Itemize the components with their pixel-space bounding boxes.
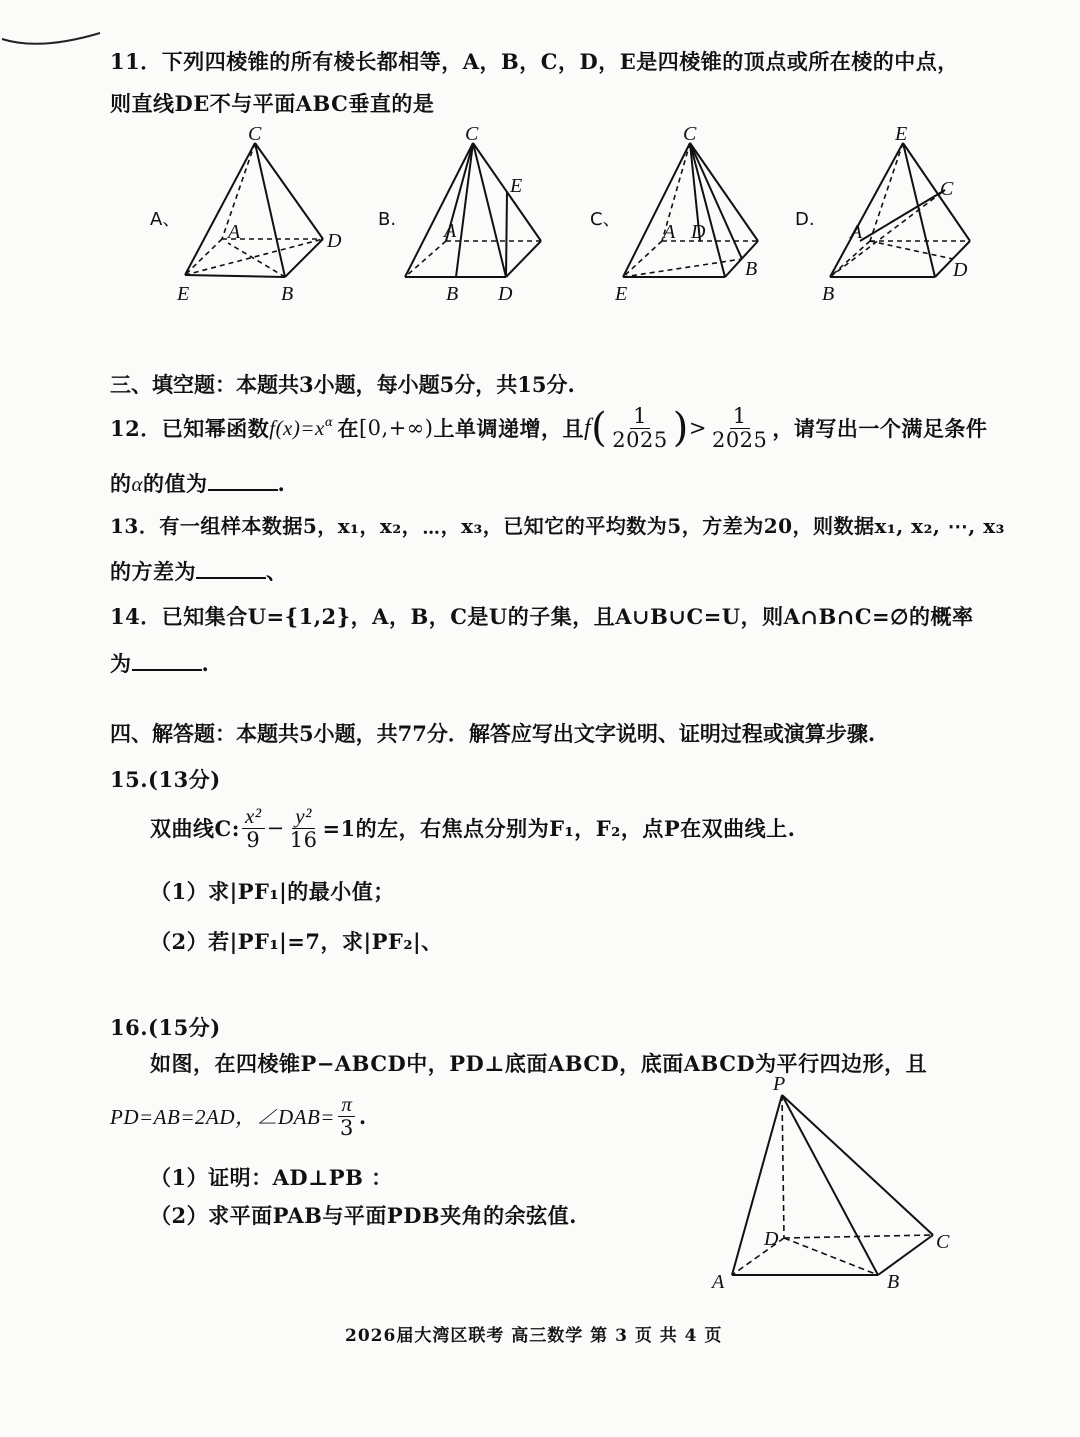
q12-mid: 在 — [337, 416, 359, 441]
svg-text:B: B — [446, 283, 459, 305]
q12-fraction-right: $\frac{1}{2025}$ — [711, 404, 768, 452]
svg-text:D: D — [327, 230, 342, 252]
svg-text:B: B — [745, 258, 758, 280]
page-footer: 2026届大湾区联考 高三数学 第 3 页 共 4 页 — [345, 1326, 723, 1346]
q13-line2: 的方差为 、 — [110, 559, 288, 584]
svg-text:B: B — [887, 1271, 900, 1293]
q12-mid2: 上单调递增，且 — [433, 416, 584, 441]
svg-text:A: A — [712, 1271, 725, 1293]
svg-text:A: A — [228, 221, 241, 243]
svg-text:D: D — [953, 259, 968, 281]
option-label-c: C、 — [590, 209, 621, 230]
q15-statement: 双曲线C: $\frac{\text{x²}}{9}$ − $\frac{\text{y²}}{16}$ =1的左，右焦点分别为F₁，F₂，点P在双曲线上. — [150, 804, 796, 852]
pen-stroke-mark — [0, 25, 110, 55]
svg-text:C: C — [465, 123, 479, 145]
q16-part1: （1）证明：AD⊥PB ： — [150, 1165, 393, 1190]
q12-tail: ，请写出一个满足条件 — [772, 416, 988, 441]
q15-title: 15.(13分) — [110, 767, 221, 792]
svg-text:E: E — [895, 123, 908, 145]
q16-title: 16.(15分) — [110, 1015, 221, 1040]
q16-pyramid-figure — [700, 1070, 970, 1300]
q16-part2: （2）求平面PAB与平面PDB夹角的余弦值. — [150, 1203, 577, 1228]
q16-line2: PD=AB=2AD，∠DAB= $\frac{\pi}{3}$ . — [110, 1092, 367, 1140]
q12-interval: [0,+∞) — [358, 416, 434, 440]
q15-fraction-x: $\frac{\text{x²}}{9}$ — [242, 805, 265, 850]
option-label-d: D. — [795, 209, 815, 230]
section3-heading: 三、填空题：本题共3小题，每小题5分，共15分. — [110, 372, 575, 397]
svg-text:A: A — [444, 220, 457, 242]
q11-figure-d — [795, 125, 995, 310]
svg-text:E: E — [615, 283, 628, 305]
svg-text:C: C — [683, 123, 697, 145]
svg-text:B: B — [822, 283, 835, 305]
q15-part1: （1）求|PF₁|的最小值； — [150, 879, 395, 904]
q15-fraction-y: $\frac{\text{y²}}{16}$ — [289, 804, 318, 852]
q14-line1: 14．已知集合U={1,2}，A，B，C是U的子集，且A∪B∪C=U，则A∩B∩C=∅的概率 — [110, 604, 974, 629]
q16-fraction-pi: $\frac{\pi}{3}$ — [339, 1092, 354, 1140]
q12-answer-blank — [208, 489, 278, 491]
svg-text:D: D — [764, 1228, 779, 1250]
q14-answer-blank — [132, 669, 202, 671]
svg-text:B: B — [281, 283, 294, 305]
q16-line1: 如图，在四棱锥P−ABCD中，PD⊥底面ABCD，底面ABCD为平行四边形，且 — [150, 1051, 928, 1076]
q12-exponent: α — [324, 415, 334, 429]
svg-text:D: D — [691, 221, 706, 243]
q12-line2: 的α的值为 . — [110, 471, 286, 496]
q12-line1: 12．已知幂函数 f(x)=x $^\alpha$ 在 [0,+∞) 上单调递增，且 f ( $\frac{1}{2025}$ ) > $\frac{1}{2025}$ ，请写出一个满足条件 — [110, 404, 988, 452]
option-label-b: B. — [378, 209, 397, 230]
section4-heading: 四、解答题：本题共5小题，共77分．解答应写出文字说明、证明过程或演算步骤. — [110, 721, 876, 746]
q11-figure-b — [378, 125, 578, 310]
q11-figure-a — [150, 125, 360, 310]
svg-text:D: D — [498, 283, 513, 305]
q15-part2: （2）若|PF₁|=7，求|PF₂|、 — [150, 929, 443, 954]
svg-text:A: A — [850, 221, 863, 243]
q14-line2: 为 . — [110, 651, 210, 676]
svg-text:E: E — [177, 283, 190, 305]
svg-text:C: C — [940, 178, 954, 200]
svg-text:C: C — [936, 1231, 950, 1253]
option-label-a: A、 — [150, 209, 181, 230]
q11-line1: 11．下列四棱锥的所有棱长都相等，A，B，C，D，E是四棱锥的顶点或所在棱的中点， — [110, 49, 959, 74]
svg-text:A: A — [663, 221, 676, 243]
q12-lead: 12．已知幂函数 — [110, 416, 270, 441]
q13-answer-blank — [196, 577, 266, 579]
svg-text:E: E — [510, 175, 523, 197]
q11-figure-c — [590, 125, 790, 310]
q11-line2: 则直线DE不与平面ABC垂直的是 — [110, 91, 435, 116]
svg-text:P: P — [773, 1073, 786, 1095]
q12-power-function: f(x)=x — [269, 415, 325, 440]
q13-line1: 13．有一组样本数据5，x₁，x₂，⋯，x₃，已知它的平均数为5，方差为20，则数据x₁, x₂, ⋯, x₃ — [110, 514, 1005, 538]
q12-fraction-left: $\frac{1}{2025}$ — [612, 404, 668, 452]
svg-text:C: C — [248, 123, 262, 145]
